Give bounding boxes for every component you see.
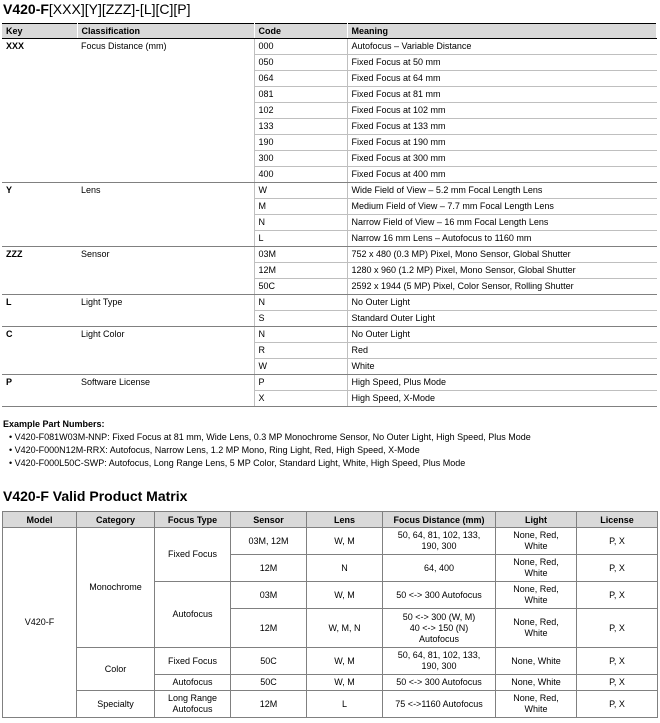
distance-line: 64, 400: [423, 562, 455, 573]
distance-line: 50 <-> 300 Autofocus: [396, 589, 482, 600]
license-cell: P, X: [577, 528, 658, 555]
meaning-cell: Red: [347, 343, 657, 359]
light-line: None, White: [511, 655, 561, 666]
matrix-row: [3, 528, 658, 555]
light-line: None, Red,: [513, 557, 559, 567]
meaning-cell: 1280 x 960 (1.2 MP) Pixel, Mono Sensor, Global Shutter: [347, 263, 657, 279]
code-cell: N: [254, 327, 347, 343]
code-cell: 300: [254, 151, 347, 167]
focus-distance-cell: [383, 528, 496, 555]
part-number-pattern: [XXX][Y][ZZZ]-[L][C][P]: [48, 1, 191, 17]
focus-distance-cell: [383, 675, 496, 691]
light-cell: [496, 648, 577, 675]
meaning-cell: Fixed Focus at 81 mm: [347, 87, 657, 103]
focus-distance-header: Focus Distance (mm): [383, 512, 496, 528]
meaning-cell: No Outer Light: [347, 295, 657, 311]
code-cell: 000: [254, 39, 347, 55]
meaning-cell: Fixed Focus at 64 mm: [347, 71, 657, 87]
meaning-cell: Fixed Focus at 300 mm: [347, 151, 657, 167]
meaning-cell: Fixed Focus at 190 mm: [347, 135, 657, 151]
light-line: None, Red,: [513, 693, 559, 703]
category-cell: Monochrome: [77, 528, 155, 648]
code-cell: M: [254, 199, 347, 215]
focus-distance-cell: [383, 691, 496, 718]
light-line: None, White: [511, 677, 561, 687]
sensor-cell: 12M: [231, 609, 307, 648]
code-cell: 50C: [254, 279, 347, 295]
meaning-cell: Medium Field of View – 7.7 mm Focal Length Lens: [347, 199, 657, 215]
code-cell: 190: [254, 135, 347, 151]
lens-cell: L: [307, 691, 383, 718]
code-cell: 102: [254, 103, 347, 119]
lens-cell: W, M: [307, 675, 383, 691]
focus-type-cell: Fixed Focus: [155, 648, 231, 675]
meaning-cell: Narrow 16 mm Lens – Autofocus to 1160 mm: [347, 231, 657, 247]
examples-list: [3, 431, 531, 470]
code-cell: 133: [254, 119, 347, 135]
matrix-row: [3, 691, 658, 718]
key-header: Key: [2, 24, 77, 39]
meaning-cell: 752 x 480 (0.3 MP) Pixel, Mono Sensor, Global Shutter: [347, 247, 657, 263]
distance-line: 40 <-> 150 (N): [409, 622, 469, 633]
sensor-cell: 50C: [231, 675, 307, 691]
meaning-cell: Narrow Field of View – 16 mm Focal Length Lens: [347, 215, 657, 231]
license-cell: P, X: [577, 648, 658, 675]
license-cell: P, X: [577, 691, 658, 718]
model-cell: V420-F: [3, 528, 77, 718]
light-line: None, Red,: [513, 584, 559, 594]
distance-line: Autofocus: [418, 633, 460, 644]
lens-cell: N: [307, 555, 383, 582]
matrix-row: [3, 648, 658, 675]
classification-cell: Light Type: [77, 295, 254, 327]
key-table-header: [2, 24, 657, 39]
lens-cell: W, M: [307, 528, 383, 555]
light-line: White: [524, 541, 548, 551]
key-cell: Y: [2, 183, 77, 247]
key-cell: C: [2, 327, 77, 375]
code-cell: W: [254, 359, 347, 375]
key-cell: XXX: [2, 39, 77, 183]
distance-line: 75 <->1160 Autofocus: [395, 698, 483, 709]
focus-distance-cell: [383, 609, 496, 648]
code-cell: W: [254, 183, 347, 199]
lens-cell: W, M, N: [307, 609, 383, 648]
key-table-row: [2, 327, 657, 343]
focus-distance-cell: [383, 582, 496, 609]
key-table-row: [2, 39, 657, 55]
meaning-cell: Fixed Focus at 133 mm: [347, 119, 657, 135]
key-cell: P: [2, 375, 77, 407]
meaning-cell: Fixed Focus at 102 mm: [347, 103, 657, 119]
model-header: Model: [3, 512, 77, 528]
code-cell: 081: [254, 87, 347, 103]
light-line: White: [524, 595, 548, 605]
license-header: License: [577, 512, 658, 528]
light-cell: [496, 582, 577, 609]
light-cell: [496, 609, 577, 648]
code-cell: S: [254, 311, 347, 327]
meaning-cell: Standard Outer Light: [347, 311, 657, 327]
code-cell: 050: [254, 55, 347, 71]
matrix-header: [3, 512, 658, 528]
meaning-header: Meaning: [347, 24, 657, 39]
key-table-row: [2, 295, 657, 311]
distance-line: 190, 300: [421, 661, 457, 671]
lens-cell: W, M: [307, 648, 383, 675]
part-number-heading: [3, 1, 191, 17]
classification-cell: Software License: [77, 375, 254, 407]
license-cell: P, X: [577, 609, 658, 648]
meaning-cell: Wide Field of View – 5.2 mm Focal Length Lens: [347, 183, 657, 199]
distance-line: 190, 300: [421, 541, 457, 551]
light-line: None, Red,: [513, 530, 559, 540]
key-table-body: [2, 39, 657, 407]
example-item: • V420-F000N12M-RRX: Autofocus, Narrow Lens, 1.2 MP Mono, Ring Light, Red, High Speed, X-Mode: [9, 444, 531, 457]
code-cell: 400: [254, 167, 347, 183]
light-cell: [496, 555, 577, 582]
key-table-row: [2, 375, 657, 391]
light-line: White: [524, 568, 548, 578]
code-cell: N: [254, 295, 347, 311]
lens-header: Lens: [307, 512, 383, 528]
meaning-cell: High Speed, Plus Mode: [347, 375, 657, 391]
lens-cell: W, M: [307, 582, 383, 609]
license-cell: P, X: [577, 675, 658, 691]
code-cell: R: [254, 343, 347, 359]
key-table-row: [2, 183, 657, 199]
sensor-header: Sensor: [231, 512, 307, 528]
focus-type-cell: Fixed Focus: [155, 528, 231, 582]
part-number-key-table: [2, 23, 657, 407]
matrix-heading: V420-F Valid Product Matrix: [3, 488, 188, 504]
meaning-cell: No Outer Light: [347, 327, 657, 343]
key-cell: L: [2, 295, 77, 327]
key-cell: ZZZ: [2, 247, 77, 295]
example-item: • V420-F000L50C-SWP: Autofocus, Long Range Lens, 5 MP Color, Standard Light, White, High Speed, Plus Mode: [9, 457, 531, 470]
classification-cell: Light Color: [77, 327, 254, 375]
light-cell: [496, 691, 577, 718]
matrix-body: [3, 528, 658, 718]
code-cell: P: [254, 375, 347, 391]
focus-type-cell: Autofocus: [155, 582, 231, 648]
license-cell: P, X: [577, 555, 658, 582]
examples-title: Example Part Numbers:: [3, 419, 105, 429]
meaning-cell: 2592 x 1944 (5 MP) Pixel, Color Sensor, Rolling Shutter: [347, 279, 657, 295]
light-line: White: [524, 628, 548, 638]
distance-line: 50, 64, 81, 102, 133,: [397, 650, 481, 660]
light-line: White: [524, 704, 548, 714]
sensor-cell: 50C: [231, 648, 307, 675]
meaning-cell: Autofocus – Variable Distance: [347, 39, 657, 55]
meaning-cell: High Speed, X-Mode: [347, 391, 657, 407]
focus-type-header: Focus Type: [155, 512, 231, 528]
focus-type-cell: Autofocus: [155, 675, 231, 691]
distance-line: 50 <-> 300 Autofocus: [396, 677, 482, 687]
light-cell: [496, 528, 577, 555]
code-cell: L: [254, 231, 347, 247]
distance-line: 50, 64, 81, 102, 133,: [397, 530, 481, 540]
classification-cell: Focus Distance (mm): [77, 39, 254, 183]
key-table-row: [2, 247, 657, 263]
license-cell: P, X: [577, 582, 658, 609]
sensor-cell: 12M: [231, 691, 307, 718]
example-part-numbers: [3, 418, 531, 470]
meaning-cell: Fixed Focus at 50 mm: [347, 55, 657, 71]
code-cell: 03M: [254, 247, 347, 263]
code-header: Code: [254, 24, 347, 39]
example-item: • V420-F081W03M-NNP: Fixed Focus at 81 mm, Wide Lens, 0.3 MP Monochrome Sensor, No Outer Light, High Speed, Plus Mode: [9, 431, 531, 444]
focus-distance-cell: [383, 648, 496, 675]
meaning-cell: White: [347, 359, 657, 375]
sensor-cell: 03M: [231, 582, 307, 609]
code-cell: 12M: [254, 263, 347, 279]
light-header: Light: [496, 512, 577, 528]
light-line: None, Red,: [513, 617, 559, 627]
classification-cell: Sensor: [77, 247, 254, 295]
meaning-cell: Fixed Focus at 400 mm: [347, 167, 657, 183]
category-header: Category: [77, 512, 155, 528]
distance-line: 50 <-> 300 (W, M): [402, 611, 476, 622]
focus-distance-cell: [383, 555, 496, 582]
light-cell: [496, 675, 577, 691]
sensor-cell: 03M, 12M: [231, 528, 307, 555]
classification-header: Classification: [77, 24, 254, 39]
part-number-prefix: V420-F: [3, 1, 49, 17]
category-cell: Color: [77, 648, 155, 691]
sensor-cell: 12M: [231, 555, 307, 582]
focus-type-cell: Long Range Autofocus: [155, 691, 231, 718]
category-cell: Specialty: [77, 691, 155, 718]
product-matrix-table: [2, 511, 658, 718]
code-cell: 064: [254, 71, 347, 87]
code-cell: X: [254, 391, 347, 407]
classification-cell: Lens: [77, 183, 254, 247]
code-cell: N: [254, 215, 347, 231]
